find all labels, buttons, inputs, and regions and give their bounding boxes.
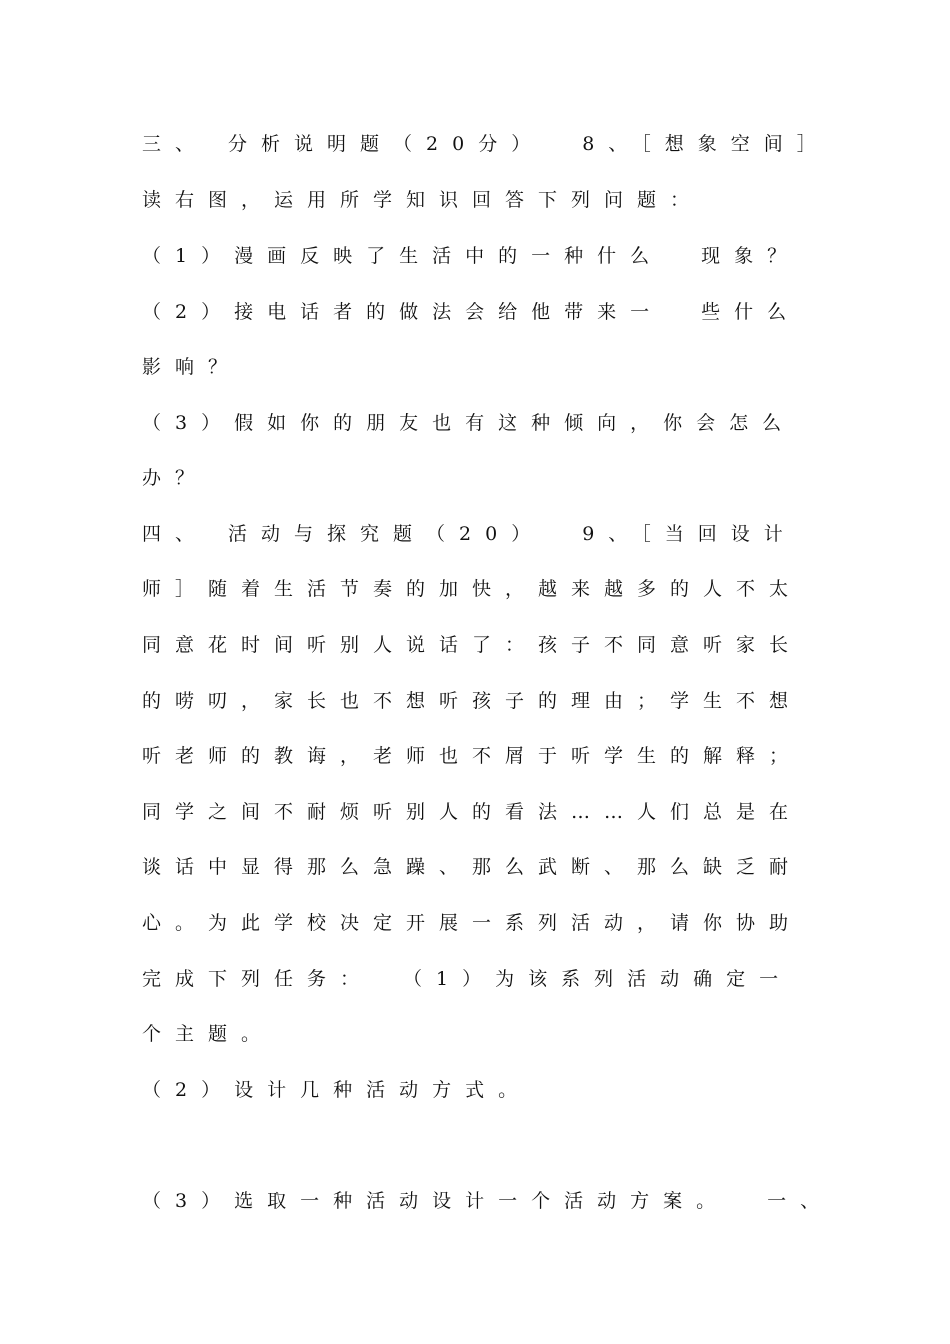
question-9-paragraph-line	[142, 681, 832, 721]
question-9-tasks-line	[142, 959, 832, 999]
text-line: （3）假如你的朋友也有这种倾向，你会怎么	[142, 412, 796, 434]
text-line: （3）选取一种活动设计一个活动方案。	[142, 1190, 730, 1212]
question-9-paragraph-line	[142, 569, 832, 609]
question-9-paragraph-line	[142, 625, 832, 665]
text-line: 同意花时间听别人说话了：孩子不同意听家长	[142, 634, 803, 656]
section-4-title: 四、 活动与探究题（20）	[142, 523, 545, 545]
section-3-title: 三、 分析说明题（20分）	[142, 133, 545, 155]
text-line: （2）接电话者的做法会给他带来一	[142, 301, 664, 323]
question-8-label: 8、［想象空间］	[582, 133, 830, 155]
text-line: （1）漫画反映了生活中的一种什么	[142, 245, 664, 267]
text-line: 的唠叨，家长也不想听孩子的理由；学生不想	[142, 690, 803, 712]
text-line: 读右图，运用所学知识回答下列问题：	[142, 189, 704, 211]
text-line: 影响？	[142, 356, 242, 378]
task-1-end	[142, 1014, 832, 1054]
text-line: 师］随着生活节奏的加快，越来越多的人不太	[142, 578, 803, 600]
task-3	[142, 1181, 832, 1221]
text-line: 办？	[142, 467, 209, 489]
question-8-instruction	[142, 180, 832, 220]
section-4-heading	[142, 514, 832, 554]
text-line: 心。为此学校决定开展一系列活动，请你协助	[142, 912, 803, 934]
text-line-continued: 现象？	[701, 245, 801, 267]
question-9-paragraph-line	[142, 736, 832, 776]
text-line: 同学之间不耐烦听别人的看法……人们总是在	[142, 801, 803, 823]
text-line-continued: 些什么	[701, 301, 801, 323]
question-9-paragraph-line	[142, 847, 832, 887]
text-line: 听老师的教诲，老师也不屑于听学生的解释；	[142, 745, 803, 767]
text-line: 个主题。	[142, 1023, 275, 1045]
sub-question-3	[142, 403, 832, 443]
section-3-heading	[142, 124, 832, 164]
sub-question-3-end	[142, 458, 832, 498]
text-line: 谈话中显得那么急躁、那么武断、那么缺乏耐	[142, 856, 803, 878]
next-section-marker: 一、	[767, 1190, 834, 1212]
sub-question-2-end	[142, 347, 832, 387]
question-9-paragraph-line	[142, 903, 832, 943]
sub-question-1	[142, 236, 832, 276]
question-9-label: 9、［当回设计	[582, 523, 797, 545]
text-line: 完成下列任务：	[142, 968, 374, 990]
task-2	[142, 1070, 832, 1110]
text-line: （2）设计几种活动方式。	[142, 1079, 532, 1101]
sub-question-2	[142, 292, 832, 332]
question-9-paragraph-line	[142, 792, 832, 832]
task-1: （1）为该系列活动确定一	[403, 968, 793, 990]
